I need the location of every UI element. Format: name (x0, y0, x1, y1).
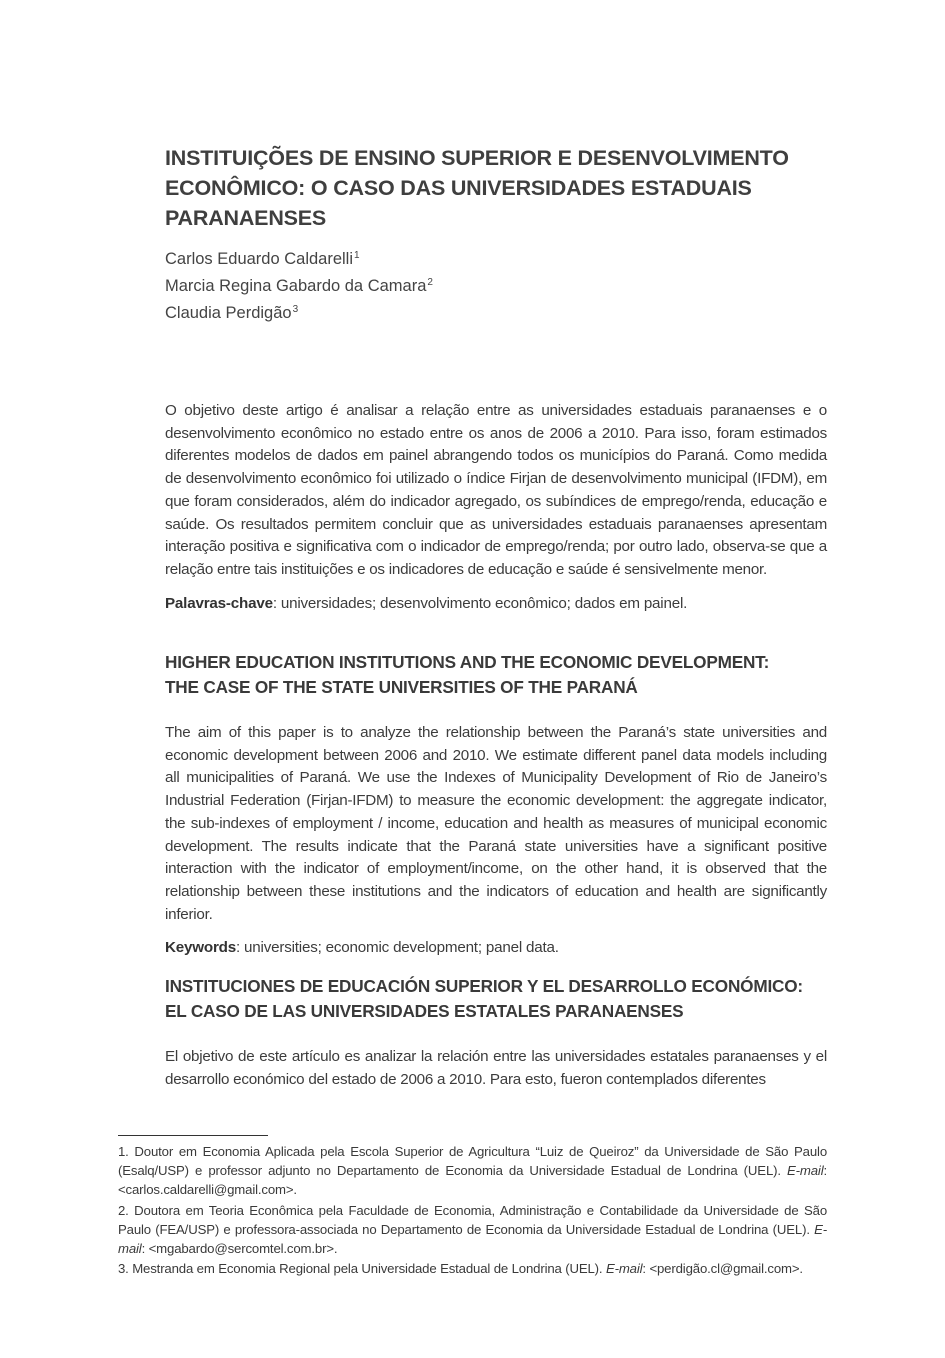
abstract-en: The aim of this paper is to analyze the relationship between the Paraná’s state universities and economic development between 2006 and 2010. We estimate different panel data models including all municipalities of Paraná. We use the Indexes of Municipality Development of Rio de Janeiro’s Industrial Federation (Firjan-IFDM) to measure the economic development: the aggregate indicator, the sub-indexes of employment / income, education and health as measures of municipal economic development. The results indicate that the Paraná state universities have a significant positive interaction with the indicator of employment/income, on the other hand, it is observed that the relationship between these institutions and the indicators of education and health are significantly inferior. (165, 724, 827, 923)
footnote-text: 2. Doutora em Teoria Econômica pela Faculdade de Economia, Administração e Contabilidade da Universidade de São Paulo (FEA/USP) e professora-associada no Departamento de Economia da Universidade Estadual de Londrina (UEL). (118, 1202, 827, 1237)
title-line: EL CASO DE LAS UNIVERSIDADES ESTATALES PARANAENSES (165, 1001, 684, 1021)
footnote-text: 1. Doutor em Economia Aplicada pela Escola Superior de Agricultura “Luiz de Queiroz” da Universidade de São Paulo (Esalq/USP) e professor adjunto no Departamento de Economia da Universidade Estadual de Londrina (UEL). (118, 1144, 827, 1179)
article-title: INSTITUIÇÕES DE ENSINO SUPERIOR E DESENVOLVIMENTO ECONÔMICO: O CASO DAS UNIVERSIDADES ESTADUAIS PARANAENSES (165, 146, 789, 230)
email-address[interactable]: : <carlos.caldarelli@gmail.com>. (118, 1163, 827, 1198)
footnote-2 (118, 1201, 827, 1259)
email-label: E-mail (787, 1163, 824, 1179)
footnote-ref[interactable]: 3 (292, 304, 299, 315)
footnote-3 (118, 1259, 827, 1278)
footnote-ref[interactable]: 2 (427, 277, 433, 288)
author-name: Claudia Perdigão (165, 304, 292, 322)
email-label: E-mail (118, 1221, 827, 1257)
abstract-pt-section (165, 400, 827, 615)
title-line: INSTITUCIONES DE EDUCACIÓN SUPERIOR Y EL DESARROLLO ECONÓMICO: (165, 976, 803, 996)
author-3 (165, 298, 827, 325)
email-address[interactable]: : <perdigão.cl@gmail.com>. (642, 1261, 803, 1277)
title-line: HIGHER EDUCATION INSTITUTIONS AND THE ECONOMIC DEVELOPMENT: (165, 652, 770, 672)
keywords-label: Keywords (165, 939, 236, 957)
abstract-en-section (165, 650, 827, 959)
footnotes (118, 1142, 827, 1279)
author-name: Carlos Eduardo Caldarelli (165, 250, 354, 268)
footnote-text: 3. Mestranda em Economia Regional pela Universidade Estadual de Londrina (UEL). (118, 1261, 606, 1277)
abstract-es: El objetivo de este artículo es analizar la relación entre las universidades estatales paranaenses y el desarrollo económico del estado de 2006 a 2010. Para esto, fueron contemplados diferentes (165, 1048, 827, 1088)
author-name: Marcia Regina Gabardo da Camara (165, 277, 427, 295)
keywords-values: : universities; economic development; panel data. (236, 939, 559, 957)
author-2 (165, 271, 827, 298)
footnote-1 (118, 1142, 827, 1200)
footnote-divider (118, 1135, 268, 1136)
footnote-ref[interactable]: 1 (354, 250, 360, 261)
abstract-es-section (165, 974, 827, 1091)
keywords-pt (165, 593, 827, 615)
keywords-label: Palavras-chave (165, 594, 273, 612)
email-label: E-mail (605, 1261, 643, 1277)
section-title-en (165, 650, 827, 700)
author-1 (165, 244, 827, 271)
keywords-values: : universidades; desenvolvimento econômico; dados em painel. (272, 594, 688, 612)
section-title-es (165, 974, 827, 1024)
keywords-en (165, 937, 827, 959)
author-list (165, 244, 827, 325)
abstract-pt: O objetivo deste artigo é analisar a relação entre as universidades estaduais paranaenses e o desenvolvimento econômico no estado entre os anos de 2006 a 2010. Para isso, foram estimados diferentes modelos de dados em painel abrangendo todos os municípios do Paraná. Como medida de desenvolvimento econômico foi utilizado o índice Firjan de desenvolvimento municipal (IFDM), em que foram considerados, além do indicador agregado, os subíndices de emprego/renda, educação e saúde. Os resultados permitem concluir que as universidades estaduais paranaenses apresentam interação positiva e significativa com o indicador de emprego/renda; por outro lado, observa-se que a relação entre tais instituições e os indicadores de educação e saúde é sensivelmente menor. (165, 402, 827, 578)
email-address[interactable]: : <mgabardo@sercomtel.com.br>. (141, 1241, 338, 1257)
title-line: THE CASE OF THE STATE UNIVERSITIES OF THE PARANÁ (165, 677, 638, 697)
